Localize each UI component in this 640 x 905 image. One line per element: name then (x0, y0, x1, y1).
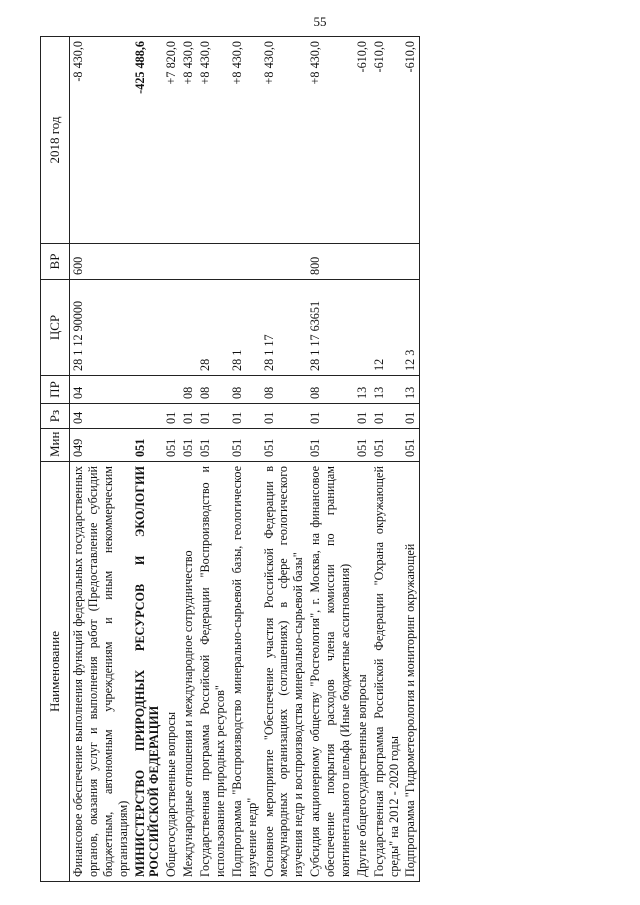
row-vr (402, 244, 419, 280)
table-row (261, 37, 308, 882)
row-amount: +8 430,0 (307, 37, 354, 244)
row-name: Международные отношения и международное сотрудничество (180, 462, 197, 882)
row-pr: 08 (180, 376, 197, 404)
row-vr (197, 244, 229, 280)
row-rz: 01 (229, 404, 261, 429)
row-vr (261, 244, 308, 280)
rotated-sheet (40, 37, 588, 882)
row-pr: 08 (261, 376, 308, 404)
row-name: Государственная программа Российской Федерации "Воспроизводство и использование природных ресурсов" (197, 462, 229, 882)
table-row (197, 37, 229, 882)
budget-table (40, 36, 420, 882)
row-rz: 01 (180, 404, 197, 429)
row-min: 049 (70, 429, 132, 462)
row-rz: 01 (371, 404, 403, 429)
header-pr: ПР (41, 376, 70, 404)
row-min: 051 (229, 429, 261, 462)
row-name: Другие общегосударственные вопросы (354, 462, 371, 882)
table-row (163, 37, 180, 882)
row-pr: 08 (229, 376, 261, 404)
row-rz: 01 (163, 404, 180, 429)
row-pr: 13 (354, 376, 371, 404)
row-pr (132, 376, 164, 404)
header-row (41, 37, 70, 882)
row-amount: -8 430,0 (70, 37, 132, 244)
row-min: 051 (132, 429, 164, 462)
row-csr (132, 280, 164, 376)
table-row (229, 37, 261, 882)
header-rz: Рз (41, 404, 70, 429)
row-csr: 12 3 (402, 280, 419, 376)
row-vr (132, 244, 164, 280)
header-vr: ВР (41, 244, 70, 280)
row-vr (229, 244, 261, 280)
row-name: Финансовое обеспечение выполнения функций федеральных государственных органов, оказания услуг и выполнения работ (Предоставление субсидий бюджетным, автономным учреждениям и иным некоммерческим организациям) (70, 462, 132, 882)
row-rz: 01 (261, 404, 308, 429)
row-csr: 12 (371, 280, 403, 376)
row-vr (180, 244, 197, 280)
row-pr: 04 (70, 376, 132, 404)
page-number: 55 (313, 14, 327, 29)
header-csr: ЦСР (41, 280, 70, 376)
row-pr: 08 (197, 376, 229, 404)
row-name: Субсидия акционерному обществу "Росгеология", г. Москва, на финансовое обеспечение покрытия расходов члена комиссии по границам континентального шельфа (Иные бюджетные ассигнования) (307, 462, 354, 882)
table-row (354, 37, 371, 882)
table-row (70, 37, 132, 882)
row-vr: 600 (70, 244, 132, 280)
row-amount: -610,0 (402, 37, 419, 244)
row-csr: 28 1 17 63651 (307, 280, 354, 376)
table-row (180, 37, 197, 882)
row-pr (163, 376, 180, 404)
row-csr (180, 280, 197, 376)
row-min: 051 (197, 429, 229, 462)
row-min: 051 (180, 429, 197, 462)
row-amount: +8 430,0 (197, 37, 229, 244)
table-row (307, 37, 354, 882)
header-year: 2018 год (41, 37, 70, 244)
row-csr: 28 1 12 90000 (70, 280, 132, 376)
row-min: 051 (354, 429, 371, 462)
header-min: Мин (41, 429, 70, 462)
row-name: Подпрограмма "Гидрометеорология и мониторинг окружающей (402, 462, 419, 882)
row-min: 051 (163, 429, 180, 462)
table-row (402, 37, 419, 882)
row-min: 051 (371, 429, 403, 462)
row-pr: 08 (307, 376, 354, 404)
table-row (132, 37, 164, 882)
row-rz: 01 (307, 404, 354, 429)
row-pr: 13 (371, 376, 403, 404)
row-vr: 800 (307, 244, 354, 280)
row-min: 051 (307, 429, 354, 462)
row-csr: 28 (197, 280, 229, 376)
row-amount: +8 430,0 (180, 37, 197, 244)
row-amount: -425 488,6 (132, 37, 164, 244)
row-amount: +8 430,0 (229, 37, 261, 244)
row-csr (354, 280, 371, 376)
row-amount: +8 430,0 (261, 37, 308, 244)
row-csr (163, 280, 180, 376)
row-amount: -610,0 (371, 37, 403, 244)
row-vr (163, 244, 180, 280)
row-rz: 01 (402, 404, 419, 429)
row-rz: 04 (70, 404, 132, 429)
row-vr (371, 244, 403, 280)
row-csr: 28 1 17 (261, 280, 308, 376)
row-name: Общегосударственные вопросы (163, 462, 180, 882)
row-min: 051 (402, 429, 419, 462)
row-rz (132, 404, 164, 429)
row-csr: 28 1 (229, 280, 261, 376)
row-min: 051 (261, 429, 308, 462)
row-name: Государственная программа Российской Федерации "Охрана окружающей среды" на 2012 - 2020 годы (371, 462, 403, 882)
row-pr: 13 (402, 376, 419, 404)
row-amount: +7 820,0 (163, 37, 180, 244)
table-row (371, 37, 403, 882)
row-name: Подпрограмма "Воспроизводство минерально-сырьевой базы, геологическое изучение недр" (229, 462, 261, 882)
row-name: Основное мероприятие "Обеспечение участия Российской Федерации в международных организациях (соглашениях) в сфере геологического изучения недр и воспроизводства минерально-сырьевой базы" (261, 462, 308, 882)
row-vr (354, 244, 371, 280)
row-rz: 01 (197, 404, 229, 429)
header-name: Наименование (41, 462, 70, 882)
row-amount: -610,0 (354, 37, 371, 244)
row-name: МИНИСТЕРСТВО ПРИРОДНЫХ РЕСУРСОВ И ЭКОЛОГИИ РОССИЙСКОЙ ФЕДЕРАЦИИ (132, 462, 164, 882)
row-rz: 01 (354, 404, 371, 429)
